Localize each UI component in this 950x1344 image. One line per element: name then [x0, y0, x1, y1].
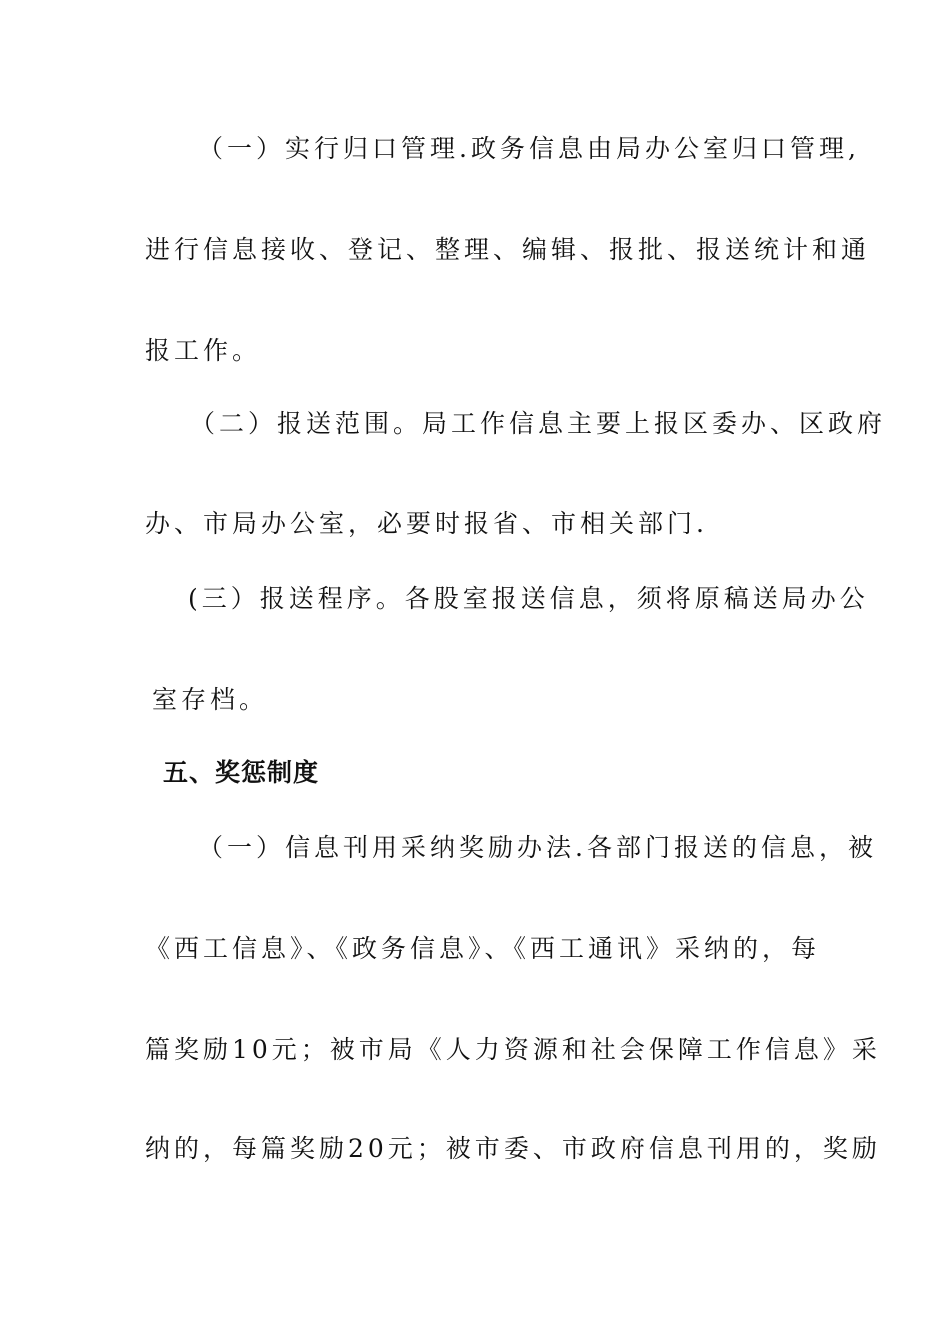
- paragraph-line: （二）报送范围。局工作信息主要上报区委办、区政府: [190, 409, 887, 438]
- paragraph-line: 办、市局办公室，必要时报省、市相关部门.: [145, 509, 708, 538]
- paragraph-line: 《西工信息》、《政务信息》、《西工通讯》采纳的，每: [145, 934, 821, 963]
- paragraph-line: 室存档。: [152, 685, 269, 714]
- paragraph-line: 进行信息接收、登记、整理、编辑、报批、报送统计和通: [145, 235, 871, 264]
- section-heading: 五、奖惩制度: [163, 758, 320, 787]
- paragraph-line: 纳的，每篇奖励20元；被市委、市政府信息刊用的，奖励: [145, 1134, 881, 1163]
- paragraph-line: (三）报送程序。各股室报送信息，须将原稿送局办公: [188, 584, 869, 613]
- paragraph-line: 篇奖励10元；被市局《人力资源和社会保障工作信息》采: [145, 1035, 881, 1064]
- paragraph-line: （一）信息刊用采纳奖励办法.各部门报送的信息，被: [198, 833, 877, 862]
- paragraph-line: （一）实行归口管理.政务信息由局办公室归口管理,: [198, 134, 860, 163]
- paragraph-line: 报工作。: [145, 336, 262, 365]
